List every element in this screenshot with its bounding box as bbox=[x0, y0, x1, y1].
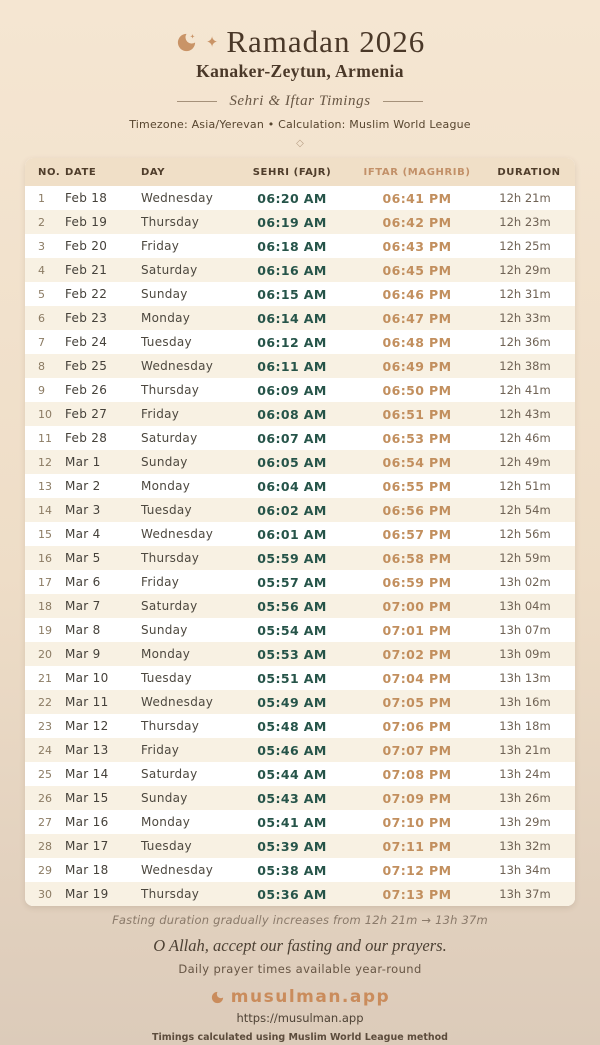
cell-date: Mar 16 bbox=[65, 815, 109, 829]
cell-sehri: 05:43 AM bbox=[257, 790, 327, 806]
cell-iftar: 07:06 PM bbox=[382, 718, 452, 734]
cell-day: Sunday bbox=[141, 287, 188, 301]
brand-name: musulman.app bbox=[230, 987, 391, 1007]
cell-duration: 13h 13m bbox=[499, 671, 551, 685]
cell-no: 22 bbox=[38, 695, 52, 709]
cell-date: Mar 8 bbox=[65, 623, 101, 637]
table-row bbox=[25, 858, 575, 882]
cell-duration: 13h 29m bbox=[499, 815, 551, 829]
cell-duration: 13h 09m bbox=[499, 647, 551, 661]
cell-sehri: 05:36 AM bbox=[257, 886, 327, 902]
cell-date: Mar 18 bbox=[65, 863, 109, 877]
cell-no: 1 bbox=[38, 191, 45, 205]
cell-date: Feb 19 bbox=[65, 215, 108, 229]
diamond-divider-icon: ◇ bbox=[296, 138, 304, 149]
cell-iftar: 07:09 PM bbox=[382, 790, 452, 806]
table-row bbox=[25, 234, 575, 258]
cell-no: 12 bbox=[38, 455, 52, 469]
cell-day: Sunday bbox=[141, 455, 188, 469]
cell-no: 29 bbox=[38, 863, 52, 877]
page-footer bbox=[0, 913, 600, 1043]
subtitle-rule-left bbox=[177, 101, 217, 102]
cell-day: Tuesday bbox=[141, 335, 192, 349]
cell-sehri: 06:19 AM bbox=[257, 214, 327, 230]
table-row bbox=[25, 186, 575, 210]
cell-no: 28 bbox=[38, 839, 52, 853]
table-row bbox=[25, 306, 575, 330]
cell-sehri: 06:16 AM bbox=[257, 262, 327, 278]
cell-sehri: 05:57 AM bbox=[257, 574, 327, 590]
cell-sehri: 06:04 AM bbox=[257, 478, 327, 494]
cell-day: Thursday bbox=[141, 383, 200, 397]
cell-duration: 12h 23m bbox=[499, 215, 551, 229]
table-row bbox=[25, 810, 575, 834]
dua-quote: O Allah, accept our fasting and our prayers. bbox=[153, 936, 447, 955]
column-header-day: DAY bbox=[141, 158, 233, 186]
cell-iftar: 06:56 PM bbox=[382, 502, 452, 518]
cell-duration: 13h 32m bbox=[499, 839, 551, 853]
cell-date: Feb 24 bbox=[65, 335, 108, 349]
cell-iftar: 06:54 PM bbox=[382, 454, 452, 470]
cell-iftar: 06:46 PM bbox=[382, 286, 452, 302]
cell-date: Mar 12 bbox=[65, 719, 109, 733]
cell-duration: 12h 59m bbox=[499, 551, 551, 565]
cell-day: Friday bbox=[141, 743, 180, 757]
cell-iftar: 07:02 PM bbox=[382, 646, 452, 662]
cell-day: Tuesday bbox=[141, 503, 192, 517]
cell-sehri: 05:53 AM bbox=[257, 646, 327, 662]
cell-day: Tuesday bbox=[141, 839, 192, 853]
cell-date: Feb 23 bbox=[65, 311, 108, 325]
cell-day: Saturday bbox=[141, 767, 198, 781]
cell-day: Sunday bbox=[141, 791, 188, 805]
cell-day: Wednesday bbox=[141, 527, 214, 541]
site-url[interactable]: https://musulman.app bbox=[236, 1011, 364, 1025]
cell-date: Mar 5 bbox=[65, 551, 101, 565]
table-row bbox=[25, 426, 575, 450]
cell-sehri: 06:14 AM bbox=[257, 310, 327, 326]
cell-duration: 12h 38m bbox=[499, 359, 551, 373]
cell-day: Monday bbox=[141, 311, 191, 325]
cell-day: Thursday bbox=[141, 551, 200, 565]
cell-date: Mar 14 bbox=[65, 767, 109, 781]
cell-duration: 13h 18m bbox=[499, 719, 551, 733]
cell-no: 15 bbox=[38, 527, 52, 541]
cell-iftar: 06:49 PM bbox=[382, 358, 452, 374]
cell-sehri: 06:09 AM bbox=[257, 382, 327, 398]
cell-duration: 13h 21m bbox=[499, 743, 551, 757]
cell-duration: 13h 04m bbox=[499, 599, 551, 613]
cell-no: 26 bbox=[38, 791, 52, 805]
timings-table bbox=[25, 158, 575, 906]
cell-duration: 12h 49m bbox=[499, 455, 551, 469]
cell-date: Mar 9 bbox=[65, 647, 101, 661]
cell-sehri: 06:20 AM bbox=[257, 190, 327, 206]
table-row bbox=[25, 330, 575, 354]
subtitle-line bbox=[0, 93, 600, 110]
cell-duration: 12h 33m bbox=[499, 311, 551, 325]
cell-date: Mar 7 bbox=[65, 599, 101, 613]
column-header-iftar: IFTAR (MAGHRIB) bbox=[351, 158, 483, 186]
sparkle-star-icon: ✦ bbox=[205, 32, 219, 51]
table-row bbox=[25, 498, 575, 522]
crescent-moon-icon bbox=[175, 31, 198, 54]
column-header-sehri: SEHRI (FAJR) bbox=[233, 158, 351, 186]
cell-day: Monday bbox=[141, 815, 191, 829]
cell-duration: 12h 46m bbox=[499, 431, 551, 445]
cell-sehri: 06:11 AM bbox=[257, 358, 327, 374]
cell-date: Feb 28 bbox=[65, 431, 108, 445]
table-row bbox=[25, 786, 575, 810]
cell-date: Mar 17 bbox=[65, 839, 109, 853]
table-row bbox=[25, 882, 575, 906]
cell-sehri: 05:41 AM bbox=[257, 814, 327, 830]
cell-day: Thursday bbox=[141, 887, 200, 901]
cell-sehri: 05:54 AM bbox=[257, 622, 327, 638]
cell-no: 3 bbox=[38, 239, 45, 253]
cell-iftar: 07:00 PM bbox=[382, 598, 452, 614]
cell-day: Friday bbox=[141, 239, 180, 253]
timings-card bbox=[25, 158, 575, 906]
cell-iftar: 07:08 PM bbox=[382, 766, 452, 782]
location-title: Kanaker-Zeytun, Armenia bbox=[196, 61, 404, 81]
table-row bbox=[25, 666, 575, 690]
table-row bbox=[25, 570, 575, 594]
cell-duration: 12h 41m bbox=[499, 383, 551, 397]
table-row bbox=[25, 402, 575, 426]
cell-iftar: 06:43 PM bbox=[382, 238, 452, 254]
column-header-date: DATE bbox=[65, 158, 141, 186]
cell-no: 9 bbox=[38, 383, 45, 397]
cell-no: 17 bbox=[38, 575, 52, 589]
cell-date: Feb 26 bbox=[65, 383, 108, 397]
table-row bbox=[25, 354, 575, 378]
cell-iftar: 07:07 PM bbox=[382, 742, 452, 758]
cell-iftar: 06:45 PM bbox=[382, 262, 452, 278]
cell-sehri: 06:15 AM bbox=[257, 286, 327, 302]
cell-day: Wednesday bbox=[141, 695, 214, 709]
table-row bbox=[25, 738, 575, 762]
cell-no: 8 bbox=[38, 359, 45, 373]
cell-day: Saturday bbox=[141, 263, 198, 277]
table-row bbox=[25, 522, 575, 546]
page-title: Ramadan 2026 bbox=[226, 24, 426, 59]
cell-day: Thursday bbox=[141, 215, 200, 229]
cell-duration: 13h 37m bbox=[499, 887, 551, 901]
cell-no: 27 bbox=[38, 815, 52, 829]
page-header bbox=[0, 0, 600, 149]
cell-iftar: 07:13 PM bbox=[382, 886, 452, 902]
cell-date: Mar 13 bbox=[65, 743, 109, 757]
cell-sehri: 06:18 AM bbox=[257, 238, 327, 254]
cell-iftar: 07:12 PM bbox=[382, 862, 452, 878]
table-row bbox=[25, 594, 575, 618]
cell-duration: 13h 26m bbox=[499, 791, 551, 805]
table-row bbox=[25, 474, 575, 498]
cell-duration: 13h 07m bbox=[499, 623, 551, 637]
cell-no: 11 bbox=[38, 431, 52, 445]
cell-day: Sunday bbox=[141, 623, 188, 637]
column-header-no: NO. bbox=[25, 158, 65, 186]
cell-sehri: 06:12 AM bbox=[257, 334, 327, 350]
table-row bbox=[25, 762, 575, 786]
availability-note: Daily prayer times available year-round bbox=[178, 962, 422, 976]
cell-day: Thursday bbox=[141, 719, 200, 733]
cell-sehri: 05:48 AM bbox=[257, 718, 327, 734]
cell-iftar: 06:53 PM bbox=[382, 430, 452, 446]
cell-duration: 12h 21m bbox=[499, 191, 551, 205]
table-row bbox=[25, 210, 575, 234]
cell-no: 21 bbox=[38, 671, 52, 685]
table-row bbox=[25, 834, 575, 858]
cell-sehri: 05:39 AM bbox=[257, 838, 327, 854]
cell-date: Mar 15 bbox=[65, 791, 109, 805]
table-row bbox=[25, 450, 575, 474]
cell-no: 20 bbox=[38, 647, 52, 661]
cell-no: 24 bbox=[38, 743, 52, 757]
cell-no: 25 bbox=[38, 767, 52, 781]
cell-date: Feb 20 bbox=[65, 239, 108, 253]
cell-no: 30 bbox=[38, 887, 52, 901]
cell-iftar: 06:50 PM bbox=[382, 382, 452, 398]
duration-note: Fasting duration gradually increases from 12h 21m → 13h 37m bbox=[112, 913, 488, 927]
cell-sehri: 05:56 AM bbox=[257, 598, 327, 614]
brand-crescent-icon bbox=[210, 990, 225, 1005]
cell-date: Mar 11 bbox=[65, 695, 109, 709]
cell-sehri: 05:49 AM bbox=[257, 694, 327, 710]
cell-iftar: 06:59 PM bbox=[382, 574, 452, 590]
subtitle-rule-right bbox=[383, 101, 423, 102]
cell-date: Feb 22 bbox=[65, 287, 108, 301]
cell-no: 5 bbox=[38, 287, 45, 301]
cell-no: 16 bbox=[38, 551, 52, 565]
cell-day: Friday bbox=[141, 407, 180, 421]
table-row bbox=[25, 690, 575, 714]
cell-date: Mar 4 bbox=[65, 527, 101, 541]
cell-sehri: 05:46 AM bbox=[257, 742, 327, 758]
cell-iftar: 06:55 PM bbox=[382, 478, 452, 494]
cell-iftar: 06:51 PM bbox=[382, 406, 452, 422]
table-header bbox=[25, 158, 575, 186]
cell-no: 18 bbox=[38, 599, 52, 613]
cell-day: Wednesday bbox=[141, 191, 214, 205]
title-line bbox=[0, 24, 600, 60]
cell-iftar: 07:10 PM bbox=[382, 814, 452, 830]
cell-iftar: 06:47 PM bbox=[382, 310, 452, 326]
cell-no: 7 bbox=[38, 335, 45, 349]
cell-no: 19 bbox=[38, 623, 52, 637]
cell-sehri: 06:08 AM bbox=[257, 406, 327, 422]
cell-duration: 12h 36m bbox=[499, 335, 551, 349]
cell-date: Feb 21 bbox=[65, 263, 108, 277]
cell-no: 4 bbox=[38, 263, 45, 277]
cell-iftar: 07:05 PM bbox=[382, 694, 452, 710]
cell-iftar: 06:58 PM bbox=[382, 550, 452, 566]
table-row bbox=[25, 642, 575, 666]
cell-sehri: 06:01 AM bbox=[257, 526, 327, 542]
cell-sehri: 06:05 AM bbox=[257, 454, 327, 470]
cell-day: Friday bbox=[141, 575, 180, 589]
cell-date: Mar 10 bbox=[65, 671, 109, 685]
cell-day: Tuesday bbox=[141, 671, 192, 685]
cell-duration: 13h 24m bbox=[499, 767, 551, 781]
table-row bbox=[25, 378, 575, 402]
cell-date: Feb 27 bbox=[65, 407, 108, 421]
cell-duration: 12h 51m bbox=[499, 479, 551, 493]
cell-day: Saturday bbox=[141, 599, 198, 613]
cell-date: Feb 25 bbox=[65, 359, 108, 373]
timezone-calculation-meta: Timezone: Asia/Yerevan • Calculation: Muslim World League bbox=[129, 118, 471, 131]
cell-duration: 13h 16m bbox=[499, 695, 551, 709]
cell-no: 14 bbox=[38, 503, 52, 517]
cell-sehri: 05:38 AM bbox=[257, 862, 327, 878]
cell-day: Monday bbox=[141, 647, 191, 661]
table-header-row bbox=[25, 158, 575, 186]
cell-day: Wednesday bbox=[141, 863, 214, 877]
table-row bbox=[25, 258, 575, 282]
cell-date: Mar 3 bbox=[65, 503, 101, 517]
cell-duration: 12h 29m bbox=[499, 263, 551, 277]
cell-day: Saturday bbox=[141, 431, 198, 445]
cell-iftar: 06:48 PM bbox=[382, 334, 452, 350]
cell-duration: 12h 54m bbox=[499, 503, 551, 517]
cell-duration: 12h 25m bbox=[499, 239, 551, 253]
cell-day: Monday bbox=[141, 479, 191, 493]
timings-table-body bbox=[25, 186, 575, 906]
cell-iftar: 06:41 PM bbox=[382, 190, 452, 206]
table-row bbox=[25, 282, 575, 306]
cell-iftar: 07:04 PM bbox=[382, 670, 452, 686]
cell-sehri: 05:44 AM bbox=[257, 766, 327, 782]
table-row bbox=[25, 714, 575, 738]
cell-no: 2 bbox=[38, 215, 45, 229]
method-note: Timings calculated using Muslim World League method bbox=[152, 1032, 448, 1043]
cell-date: Mar 6 bbox=[65, 575, 101, 589]
table-row bbox=[25, 618, 575, 642]
cell-day: Wednesday bbox=[141, 359, 214, 373]
cell-no: 13 bbox=[38, 479, 52, 493]
column-header-duration: DURATION bbox=[483, 158, 575, 186]
cell-date: Mar 2 bbox=[65, 479, 101, 493]
cell-no: 23 bbox=[38, 719, 52, 733]
cell-date: Feb 18 bbox=[65, 191, 108, 205]
cell-sehri: 05:59 AM bbox=[257, 550, 327, 566]
cell-duration: 12h 43m bbox=[499, 407, 551, 421]
cell-iftar: 07:01 PM bbox=[382, 622, 452, 638]
cell-sehri: 06:02 AM bbox=[257, 502, 327, 518]
cell-no: 6 bbox=[38, 311, 45, 325]
cell-date: Mar 19 bbox=[65, 887, 109, 901]
cell-sehri: 06:07 AM bbox=[257, 430, 327, 446]
cell-iftar: 06:42 PM bbox=[382, 214, 452, 230]
cell-iftar: 06:57 PM bbox=[382, 526, 452, 542]
cell-date: Mar 1 bbox=[65, 455, 101, 469]
subtitle: Sehri & Iftar Timings bbox=[229, 93, 371, 109]
cell-duration: 13h 02m bbox=[499, 575, 551, 589]
cell-sehri: 05:51 AM bbox=[257, 670, 327, 686]
cell-duration: 12h 56m bbox=[499, 527, 551, 541]
cell-duration: 13h 34m bbox=[499, 863, 551, 877]
brand-line bbox=[0, 987, 600, 1007]
cell-duration: 12h 31m bbox=[499, 287, 551, 301]
cell-no: 10 bbox=[38, 407, 52, 421]
cell-iftar: 07:11 PM bbox=[382, 838, 452, 854]
table-row bbox=[25, 546, 575, 570]
